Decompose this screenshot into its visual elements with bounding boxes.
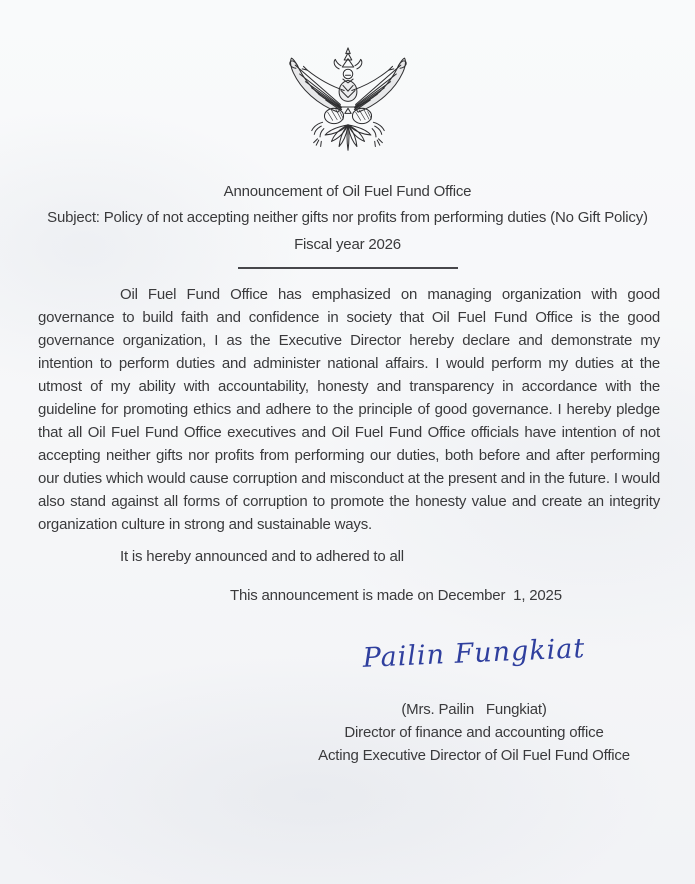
body-paragraph: Oil Fuel Fund Office has emphasized on managing organization with good governance to build faith and confidence in society that Oil Fuel Fund Office is the good governance organization, I as the Executive Director hereby declare and demonstrate my intention to perform duties and administer national affairs. I would perform my duties at the utmost of my ability with accountability, honesty and transparency in accordance with the guideline for promoting ethics and adhere to the principle of good governance. I hereby pledge that all Oil Fuel Fund Office executives and Oil Fuel Fund Office officials have intention of not accepting neither gifts nor profits from performing our duties, both before and after performing our duties which would cause corruption and misconduct at the present and in the future. I would also stand against all forms of corruption to promote the honesty value and create an integrity organization culture in strong and sustainable ways. — [38, 286, 660, 533]
signature-block — [253, 632, 695, 767]
closing-line: It is hereby announced and to adhered to all — [120, 548, 404, 565]
announcement-title: Announcement of Oil Fuel Fund Office — [223, 183, 472, 200]
signatory-name: (Mrs. Pailin Fungkiat) — [401, 701, 547, 718]
signatory-title-2: Acting Executive Director of Oil Fuel Fund Office — [318, 747, 630, 764]
handwritten-signature: Pailin Fungkiat — [362, 633, 586, 674]
divider-rule — [238, 267, 458, 269]
signatory-title-1: Director of finance and accounting office — [344, 724, 604, 741]
date-line: This announcement is made on December 1, 2025 — [230, 587, 562, 604]
fiscal-year-line: Fiscal year 2026 — [294, 236, 401, 253]
garuda-emblem-icon — [278, 46, 418, 170]
subject-line: Subject: Policy of not accepting neither gifts nor profits from performing duties (No Gift Policy) — [47, 209, 648, 226]
